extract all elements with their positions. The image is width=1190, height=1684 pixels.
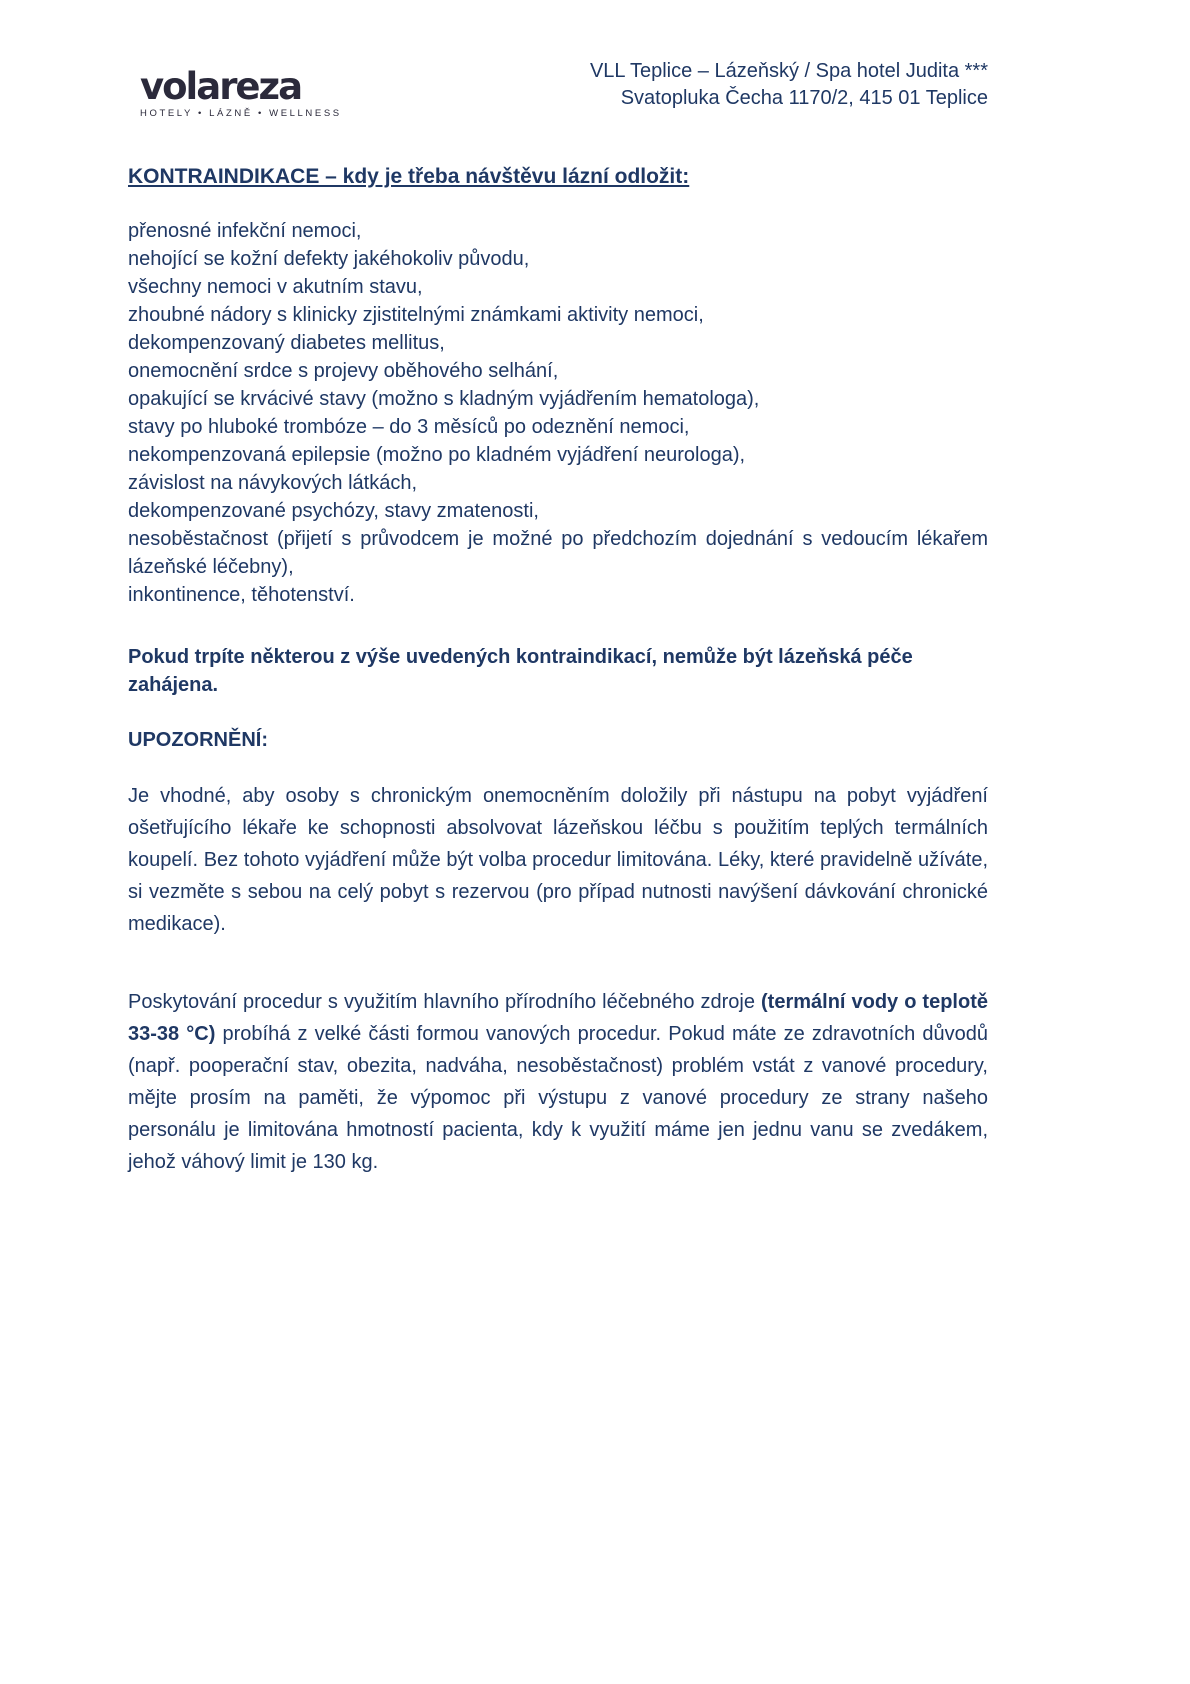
volareza-logo [140, 65, 342, 119]
list-item: zhoubné nádory s klinicky zjistitelnými známkami aktivity nemoci, [128, 304, 704, 326]
contraindications-list [128, 217, 988, 609]
paragraph-2-text: Poskytování procedur s využitím hlavního přírodního léčebného zdroje [128, 991, 761, 1013]
list-item: nehojící se kožní defekty jakéhokoliv původu, [128, 248, 530, 270]
contraindications-heading: KONTRAINDIKACE – kdy je třeba návštěvu lázní odložit: [128, 165, 690, 188]
list-item: opakující se krvácivé stavy (možno s kladným vyjádřením hematologa), [128, 388, 760, 410]
warning-statement: Pokud trpíte některou z výše uvedených kontraindikací, nemůže být lázeňská péče zahájena. [128, 646, 913, 696]
notice-heading: UPOZORNĚNÍ: [128, 729, 268, 751]
hotel-address-block [590, 58, 988, 112]
paragraph-2-text: probíhá z velké části formou vanových procedur. Pokud máte ze zdravotních důvodů (např. pooperační stav, obezita, nadváha, nesoběstačnost) problém vstát z vanové procedury, mějte prosím na paměti, že výpomoc při výstupu z vanové procedury ze strany našeho personálu je limitována hmotností pacienta, kdy k využití máme jen jednu vanu se zvedákem, jehož váhový limit je 130 kg. [128, 1023, 989, 1173]
notice-paragraph-2 [128, 986, 988, 1178]
page-header [128, 58, 988, 119]
list-item: nesoběstačnost (přijetí s průvodcem je možné po předchozím dojednání s vedoucím lékařem lázeňské léčebny), [128, 528, 988, 578]
paragraph-2-bold-text: (termální vody o teplotě 33-38 °C) [128, 991, 988, 1045]
notice-paragraph-1: Je vhodné, aby osoby s chronickým onemocněním doložily při nástupu na pobyt vyjádření ošetřujícího lékaře ke schopnosti absolvovat lázeňskou léčbu s použitím teplých termálních koupelí. Bez tohoto vyjádření může být volba procedur limitována. Léky, které pravidelně užíváte, si vezměte s sebou na celý pobyt s rezervou (pro případ nutnosti navýšení dávkování chronické medikace). [128, 785, 988, 935]
logo-brand-text: volareza [140, 65, 302, 108]
list-item: stavy po hluboké trombóze – do 3 měsíců po odeznění nemoci, [128, 416, 690, 438]
logo-tagline: HOTELY • LÁZNĚ • WELLNESS [140, 108, 342, 119]
list-item: závislost na návykových látkách, [128, 472, 418, 494]
list-item: nekompenzovaná epilepsie (možno po kladném vyjádření neurologa), [128, 444, 746, 466]
list-item: onemocnění srdce s projevy oběhového selhání, [128, 360, 559, 382]
hotel-name: VLL Teplice – Lázeňský / Spa hotel Judita *** [589, 60, 988, 82]
list-item: dekompenzované psychózy, stavy zmatenosti, [128, 500, 539, 522]
list-item: dekompenzovaný diabetes mellitus, [128, 332, 445, 354]
list-item: přenosné infekční nemoci, [128, 220, 362, 242]
hotel-street-address: Svatopluka Čecha 1170/2, 415 01 Teplice [620, 87, 988, 109]
list-item: inkontinence, těhotenství. [128, 584, 355, 606]
list-item: všechny nemoci v akutním stavu, [128, 276, 423, 298]
